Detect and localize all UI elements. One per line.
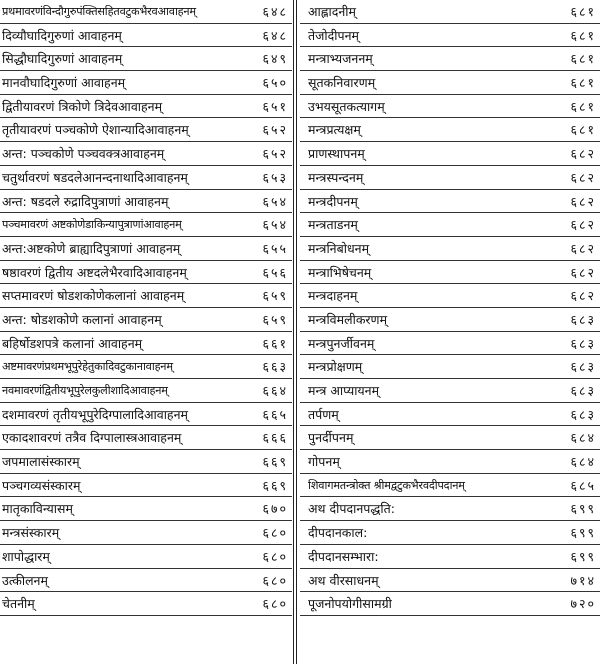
toc-entry-title: अन्त:अष्टकोणे ब्राह्यादिपुत्राणां आवाहनम् [2,240,181,256]
toc-entry [300,497,600,521]
toc-entry-title: बहिर्षोडशपत्रे कलानां आवाहनम् [2,335,143,351]
toc-entry-title: शिवागमतन्त्रोक्त श्रीमद्वटुकभैरवदीपदानम् [308,478,465,492]
toc-entry-title: मन्त्रनिबोधनम् [308,240,370,256]
toc-entry-page: ६८३ [570,311,596,327]
toc-entry-title: मन्त्रविमलीकरणम् [308,311,388,327]
toc-entry-title: मन्त्रसंस्कारम् [2,525,60,541]
toc-entry [0,95,292,119]
toc-entry-title: तेजोदीपनम् [308,27,360,43]
toc-entry-title: दिव्यौघादिगुरुणां आवाहनम् [2,27,122,43]
toc-entry-page: ६५१ [262,98,288,114]
toc-entry-title: गोपनम् [308,454,340,470]
toc-entry-page: ६८० [262,525,288,541]
toc-entry-page: ६५५ [262,240,288,256]
toc-entry-title: प्राणस्थापनम् [308,146,365,162]
toc-entry-page: ६८१ [570,98,596,114]
toc-entry-title: उभयसूतकत्यागम् [308,98,385,114]
toc-entry [300,213,600,237]
toc-entry-page: ६५४ [262,217,288,233]
toc-entry-page: ६७० [262,501,288,517]
toc-entry [300,237,600,261]
toc-entry [0,166,292,190]
toc-entry [0,592,292,616]
toc-entry [0,545,292,569]
toc-entry-page: ६५६ [262,264,288,280]
toc-entry [300,47,600,71]
toc-entry-page: ६८३ [570,335,596,351]
toc-entry [300,118,600,142]
toc-entry-page: ६८० [262,572,288,588]
toc-entry [0,521,292,545]
toc-entry-title: जपमालासंस्कारम् [2,454,80,470]
toc-entry-title: दीपदानकाल: [308,525,368,541]
toc-entry-title: मन्त्रप्रत्यक्षम् [308,122,361,138]
toc-entry [300,142,600,166]
toc-entry-title: मन्त्रदाहनम् [308,288,358,304]
toc-entry-title: द्वितीयावरणं त्रिकोणे त्रिदेवआवाहनम् [2,98,163,114]
toc-entry-page: ६५९ [262,288,288,304]
toc-entry [0,474,292,498]
toc-entry [0,284,292,308]
toc-entry-page: ६६५ [262,406,288,422]
toc-entry-title: चतुर्थावरणं षडदलेआनन्दनाथादिआवाहनम् [2,169,188,185]
toc-entry [300,592,600,616]
toc-entry-title: षष्ठावरणं द्वितीय अष्टदलेभैरवादिआवाहनम् [2,264,187,280]
toc-entry-page: ६५९ [262,311,288,327]
toc-entry [300,71,600,95]
toc-entry-page: ६४८ [262,27,288,43]
toc-entry-title: अन्त: पञ्चकोणे पञ्चवक्त्रआवाहनम् [2,146,165,162]
toc-entry-title: दीपदानसम्भारा: [308,548,379,564]
toc-entry [300,166,600,190]
toc-entry-title: मातृकाविन्यासम् [2,501,73,517]
toc-entry [300,308,600,332]
toc-entry-page: ६६९ [262,454,288,470]
toc-entry [0,403,292,427]
toc-entry-page: ६८५ [570,477,596,493]
toc-entry-page: ६८४ [570,454,596,470]
toc-entry-title: पूजनोपयोगीसामग्री [308,596,392,612]
toc-entry [300,450,600,474]
toc-entry-title: शापोद्धारम् [2,548,50,564]
toc-entry-page: ६९९ [570,548,596,564]
toc-entry-page: ६८० [262,596,288,612]
toc-entry [0,332,292,356]
toc-entry [300,545,600,569]
toc-entry-title: नवमावरणंद्वितीयभूपुरेलकुलीशादिआवाहनम् [2,384,168,397]
toc-entry-title: मन्त्राभिषेचनम् [308,264,372,280]
toc-entry-page: ६८० [262,548,288,564]
toc-entry [0,118,292,142]
toc-entry [0,213,292,237]
toc-entry-title: अथ वीरसाधनम् [308,572,379,588]
toc-entry-title: तृतीयावरणं पञ्चकोणे ऐशान्यादिआवाहनम् [2,122,189,138]
toc-entry-page: ७२० [570,596,596,612]
toc-entry-page: ६८१ [570,122,596,138]
toc-entry-page: ६८२ [570,169,596,185]
toc-entry-page: ६८३ [570,383,596,398]
toc-entry-page: ६५२ [262,122,288,138]
toc-entry [0,237,292,261]
toc-entry-title: मानवौघादिगुरुणां आवाहनम् [2,75,126,91]
toc-entry [0,569,292,593]
toc-entry [300,355,600,379]
toc-entry-title: पञ्चगव्यसंस्कारम् [2,477,81,493]
toc-entry-title: मन्त्रस्पन्दनम् [308,169,364,185]
toc-entry-page: ६९९ [570,501,596,517]
toc-entry [300,379,600,403]
toc-entry-title: आह्लादनीम् [308,4,357,19]
toc-entry [0,71,292,95]
toc-entry [300,95,600,119]
toc-entry [0,355,292,379]
toc-entry-title: एकादशावरणं तत्रैव दिग्पालास्त्रआवाहनम् [2,430,182,446]
toc-entry [300,569,600,593]
toc-entry-page: ६५२ [262,146,288,162]
toc-entry-page: ६८१ [570,27,596,43]
toc-entry-page: ६४९ [262,51,288,67]
toc-entry-page: ६८२ [570,288,596,304]
toc-entry [0,426,292,450]
toc-entry-title: पञ्चमावरणं अष्टकोणेडाकिन्यापुत्राणांआवाहनम् [2,218,182,232]
toc-entry [300,474,600,498]
toc-entry-page: ७१४ [570,572,596,588]
toc-entry-page: ६८४ [570,430,596,446]
toc-entry [300,24,600,48]
toc-entry-title: अष्टमावरणंप्रथमभूपुरेहेतुकादिवटुकानावाहनम् [2,360,173,374]
toc-entry-title: मन्त्रदीपनम् [308,193,358,209]
toc-entry-page: ६५० [262,75,288,91]
toc-entry [300,261,600,285]
toc-entry-title: अन्त: षडदले रुद्रादिपुत्राणां आवाहनम् [2,193,169,209]
toc-entry-title: उत्कीलनम् [2,572,48,588]
toc-entry [0,497,292,521]
toc-entry [0,379,292,403]
column-divider [293,0,294,664]
toc-entry-page: ६६३ [262,359,288,375]
toc-entry-page: ६५४ [262,193,288,209]
toc-entry-page: ६८२ [570,217,596,233]
toc-entry-page: ६८३ [570,359,596,375]
toc-entry [300,0,600,24]
toc-entry [0,0,292,24]
toc-entry [0,24,292,48]
toc-entry-page: ६६६ [262,430,288,446]
toc-entry-title: मन्त्रताडनम् [308,217,358,233]
toc-entry-title: पुनर्दीपनम् [308,430,354,446]
toc-entry-title: मन्त्राभ्यजननम् [308,51,373,67]
toc-entry-title: सिद्धौघादिगुरुणां आवाहनम् [2,51,123,67]
toc-entry-page: ६६१ [262,335,288,351]
column-divider-inner [296,0,297,664]
toc-entry [300,426,600,450]
toc-entry-page: ६६४ [262,383,288,398]
toc-entry-title: चेतनीम् [2,596,35,612]
toc-entry [0,190,292,214]
toc-entry-title: तर्पणम् [308,406,339,422]
toc-entry-page: ६५३ [262,169,288,185]
toc-entry-page: ६४८ [262,4,288,19]
toc-entry-title: सप्तमावरणं षोडशकोणेकलानां आवाहनम् [2,288,185,304]
toc-entry-page: ६६९ [262,477,288,493]
toc-entry [300,521,600,545]
toc-entry-title: अन्त: षोडशकोणे कलानां आवाहनम् [2,311,162,327]
toc-entry [0,308,292,332]
toc-entry-title: मन्त्रप्रोक्षणम् [308,359,363,375]
toc-entry-page: ६८२ [570,240,596,256]
toc-entry-page: ६८१ [570,4,596,19]
toc-entry [0,142,292,166]
toc-entry-page: ६९९ [570,525,596,541]
toc-entry-title: अथ दीपदानपद्धति: [308,501,395,517]
toc-entry-page: ६८१ [570,75,596,91]
toc-entry [0,450,292,474]
toc-entry [300,332,600,356]
toc-entry-page: ६८३ [570,406,596,422]
toc-entry [0,47,292,71]
left-column [0,0,292,616]
toc-entry-page: ६८१ [570,51,596,67]
toc-entry-page: ६८२ [570,264,596,280]
toc-entry-title: दशमावरणं तृतीयभूपुरेदिग्पालादिआवाहनम् [2,406,188,422]
toc-entry [300,190,600,214]
right-column [300,0,600,616]
toc-entry-page: ६८२ [570,193,596,209]
toc-entry [300,284,600,308]
toc-entry-title: मन्त्र आप्यायनम् [308,383,380,398]
toc-entry [300,403,600,427]
toc-entry-title: प्रथमावरणंविन्दौगुरुपंक्तिसहितवटुकभैरवआवाहनम् [2,5,196,18]
toc-entry-title: मन्त्रपुनर्जीवनम् [308,335,375,351]
toc-entry-page: ६८२ [570,146,596,162]
toc-entry [0,261,292,285]
toc-entry-title: सूतकनिवारणम् [308,75,376,91]
